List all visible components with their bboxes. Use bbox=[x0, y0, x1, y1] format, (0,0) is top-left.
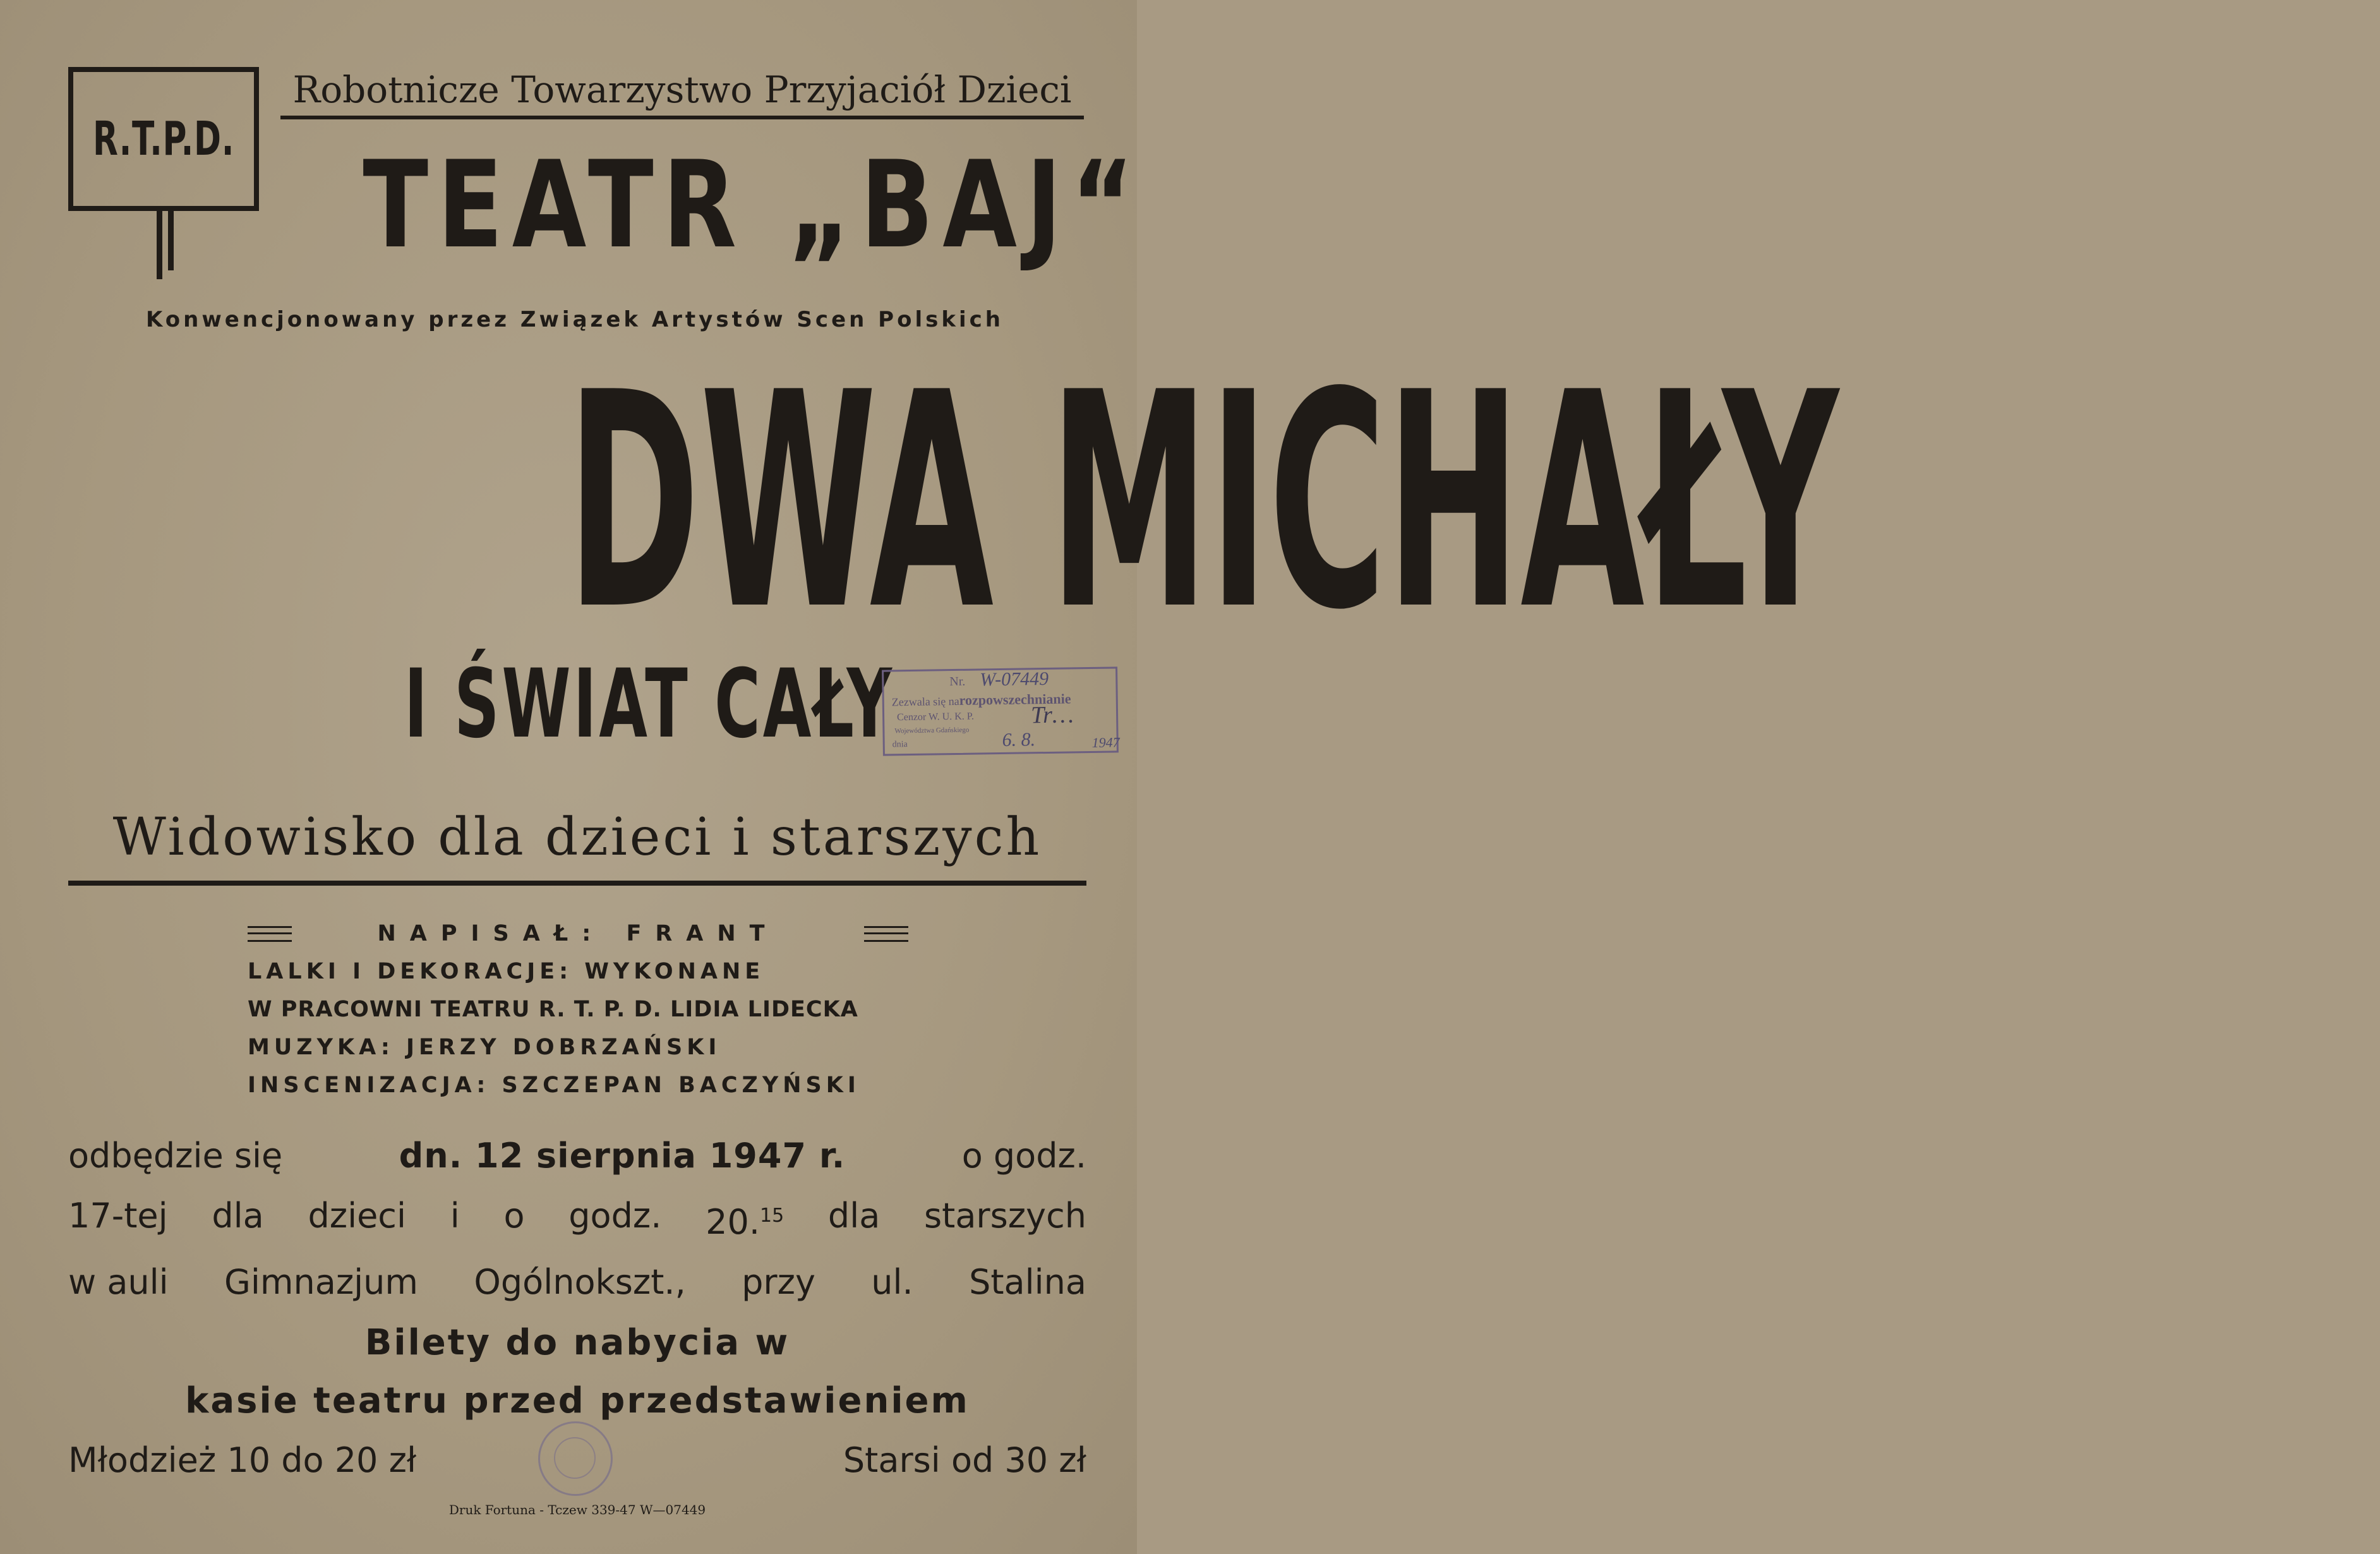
details-text: o godz. bbox=[961, 1136, 1086, 1176]
credit-author-row bbox=[248, 915, 908, 953]
play-subtitle bbox=[278, 649, 895, 759]
divider bbox=[280, 116, 1084, 119]
details-word: dla bbox=[827, 1196, 880, 1236]
stamp-permission-bold: rozpowszechnianie bbox=[959, 690, 1071, 708]
details-line-2 bbox=[68, 1186, 1086, 1252]
details-word: dzieci bbox=[308, 1196, 406, 1236]
ticket-info bbox=[68, 1314, 1086, 1430]
play-title bbox=[25, 329, 1839, 675]
performance-date: dn. 12 sierpnia 1947 r. bbox=[399, 1136, 846, 1176]
prices bbox=[68, 1440, 1086, 1480]
logo-stem bbox=[157, 210, 162, 279]
details-word: godz. bbox=[568, 1196, 662, 1236]
logo-stem bbox=[168, 210, 174, 270]
divider bbox=[68, 881, 1086, 886]
stamp-nr-label: Nr. bbox=[949, 674, 966, 689]
details-word: przy bbox=[742, 1262, 815, 1302]
details-line-3 bbox=[68, 1252, 1086, 1312]
details-word: Gimnazjum bbox=[224, 1262, 418, 1302]
organization-name: Robotnicze Towarzystwo Przyjaciół Dzieci bbox=[292, 68, 1072, 111]
ornament-dashes bbox=[864, 926, 908, 942]
details-text: odbędzie się bbox=[68, 1136, 283, 1176]
details-word: i bbox=[450, 1196, 460, 1236]
ornament-dashes bbox=[248, 926, 292, 942]
play-subtitle-text: I ŚWIAT CAŁY bbox=[404, 649, 895, 759]
stamp-day-label: dnia bbox=[892, 740, 908, 750]
censorship-stamp bbox=[882, 666, 1119, 756]
details-word: w auli bbox=[68, 1262, 169, 1302]
details-word: 17-tej bbox=[68, 1196, 168, 1236]
logo-initials: R.T.P.D. bbox=[92, 112, 235, 166]
theatre-name-text: TEATR „BAJ“ bbox=[363, 135, 1143, 275]
stamp-signature: Tr… bbox=[1030, 701, 1074, 729]
details-line-1 bbox=[68, 1126, 1086, 1186]
details-word: Ogólnokszt., bbox=[474, 1262, 686, 1302]
credits bbox=[248, 915, 908, 1104]
price-youth: Młodzież 10 do 20 zł bbox=[68, 1440, 417, 1480]
ticket-line-1: Bilety do nabycia w bbox=[364, 1322, 790, 1363]
details-word: ul. bbox=[871, 1262, 913, 1302]
stamp-permission-text: Zezwala się na bbox=[891, 694, 959, 709]
details-word: dla bbox=[212, 1196, 264, 1236]
ticket-line-2: kasie teatru przed przedstawieniem bbox=[185, 1380, 970, 1421]
details-word: Stalina bbox=[969, 1262, 1086, 1302]
time-hour: 20. bbox=[706, 1202, 760, 1242]
play-title-text: DWA MICHAŁY bbox=[567, 329, 1839, 675]
theatre-name bbox=[265, 133, 1143, 278]
credit-staging: INSCENIZACJA: SZCZEPAN BACZYŃSKI bbox=[248, 1073, 860, 1098]
performance-details bbox=[68, 1126, 1086, 1312]
stamp-year: 1947 bbox=[1091, 734, 1120, 750]
rtpd-logo bbox=[68, 67, 259, 211]
stamp-nr-value: W-07449 bbox=[980, 668, 1049, 690]
details-word: o bbox=[503, 1196, 525, 1236]
credit-music: MUZYKA: JERZY DOBRZAŃSKI bbox=[248, 1035, 721, 1060]
time-minutes: 15 bbox=[760, 1205, 784, 1227]
credit-author: NAPISAŁ: FRANT bbox=[377, 921, 779, 946]
printer-imprint: Druk Fortuna - Tczew 339-47 W—07449 bbox=[448, 1502, 706, 1517]
genre-line: Widowisko dla dzieci i starszych bbox=[112, 807, 1042, 867]
credit-row bbox=[248, 991, 908, 1028]
credit-puppets-1: LALKI I DEKORACJE: WYKONANE bbox=[248, 959, 765, 984]
details-word: starszych bbox=[924, 1196, 1086, 1236]
price-adults: Starsi od 30 zł bbox=[843, 1440, 1086, 1480]
credit-row bbox=[248, 1066, 908, 1104]
stamp-censor: Cenzor W. U. K. P. bbox=[897, 711, 975, 723]
union-line: Konwencjonowany przez Związek Artystów Scen Polskich bbox=[146, 307, 1004, 332]
credit-row bbox=[248, 953, 908, 991]
evening-time bbox=[706, 1186, 784, 1252]
stamp-date: 6. 8. bbox=[1002, 729, 1036, 750]
credit-row bbox=[248, 1028, 908, 1066]
credit-puppets-2: W PRACOWNI TEATRU R. T. P. D. LIDIA LIDECKA bbox=[248, 997, 858, 1022]
stamp-voivodeship: Województwa Gdańskiego bbox=[894, 726, 970, 735]
